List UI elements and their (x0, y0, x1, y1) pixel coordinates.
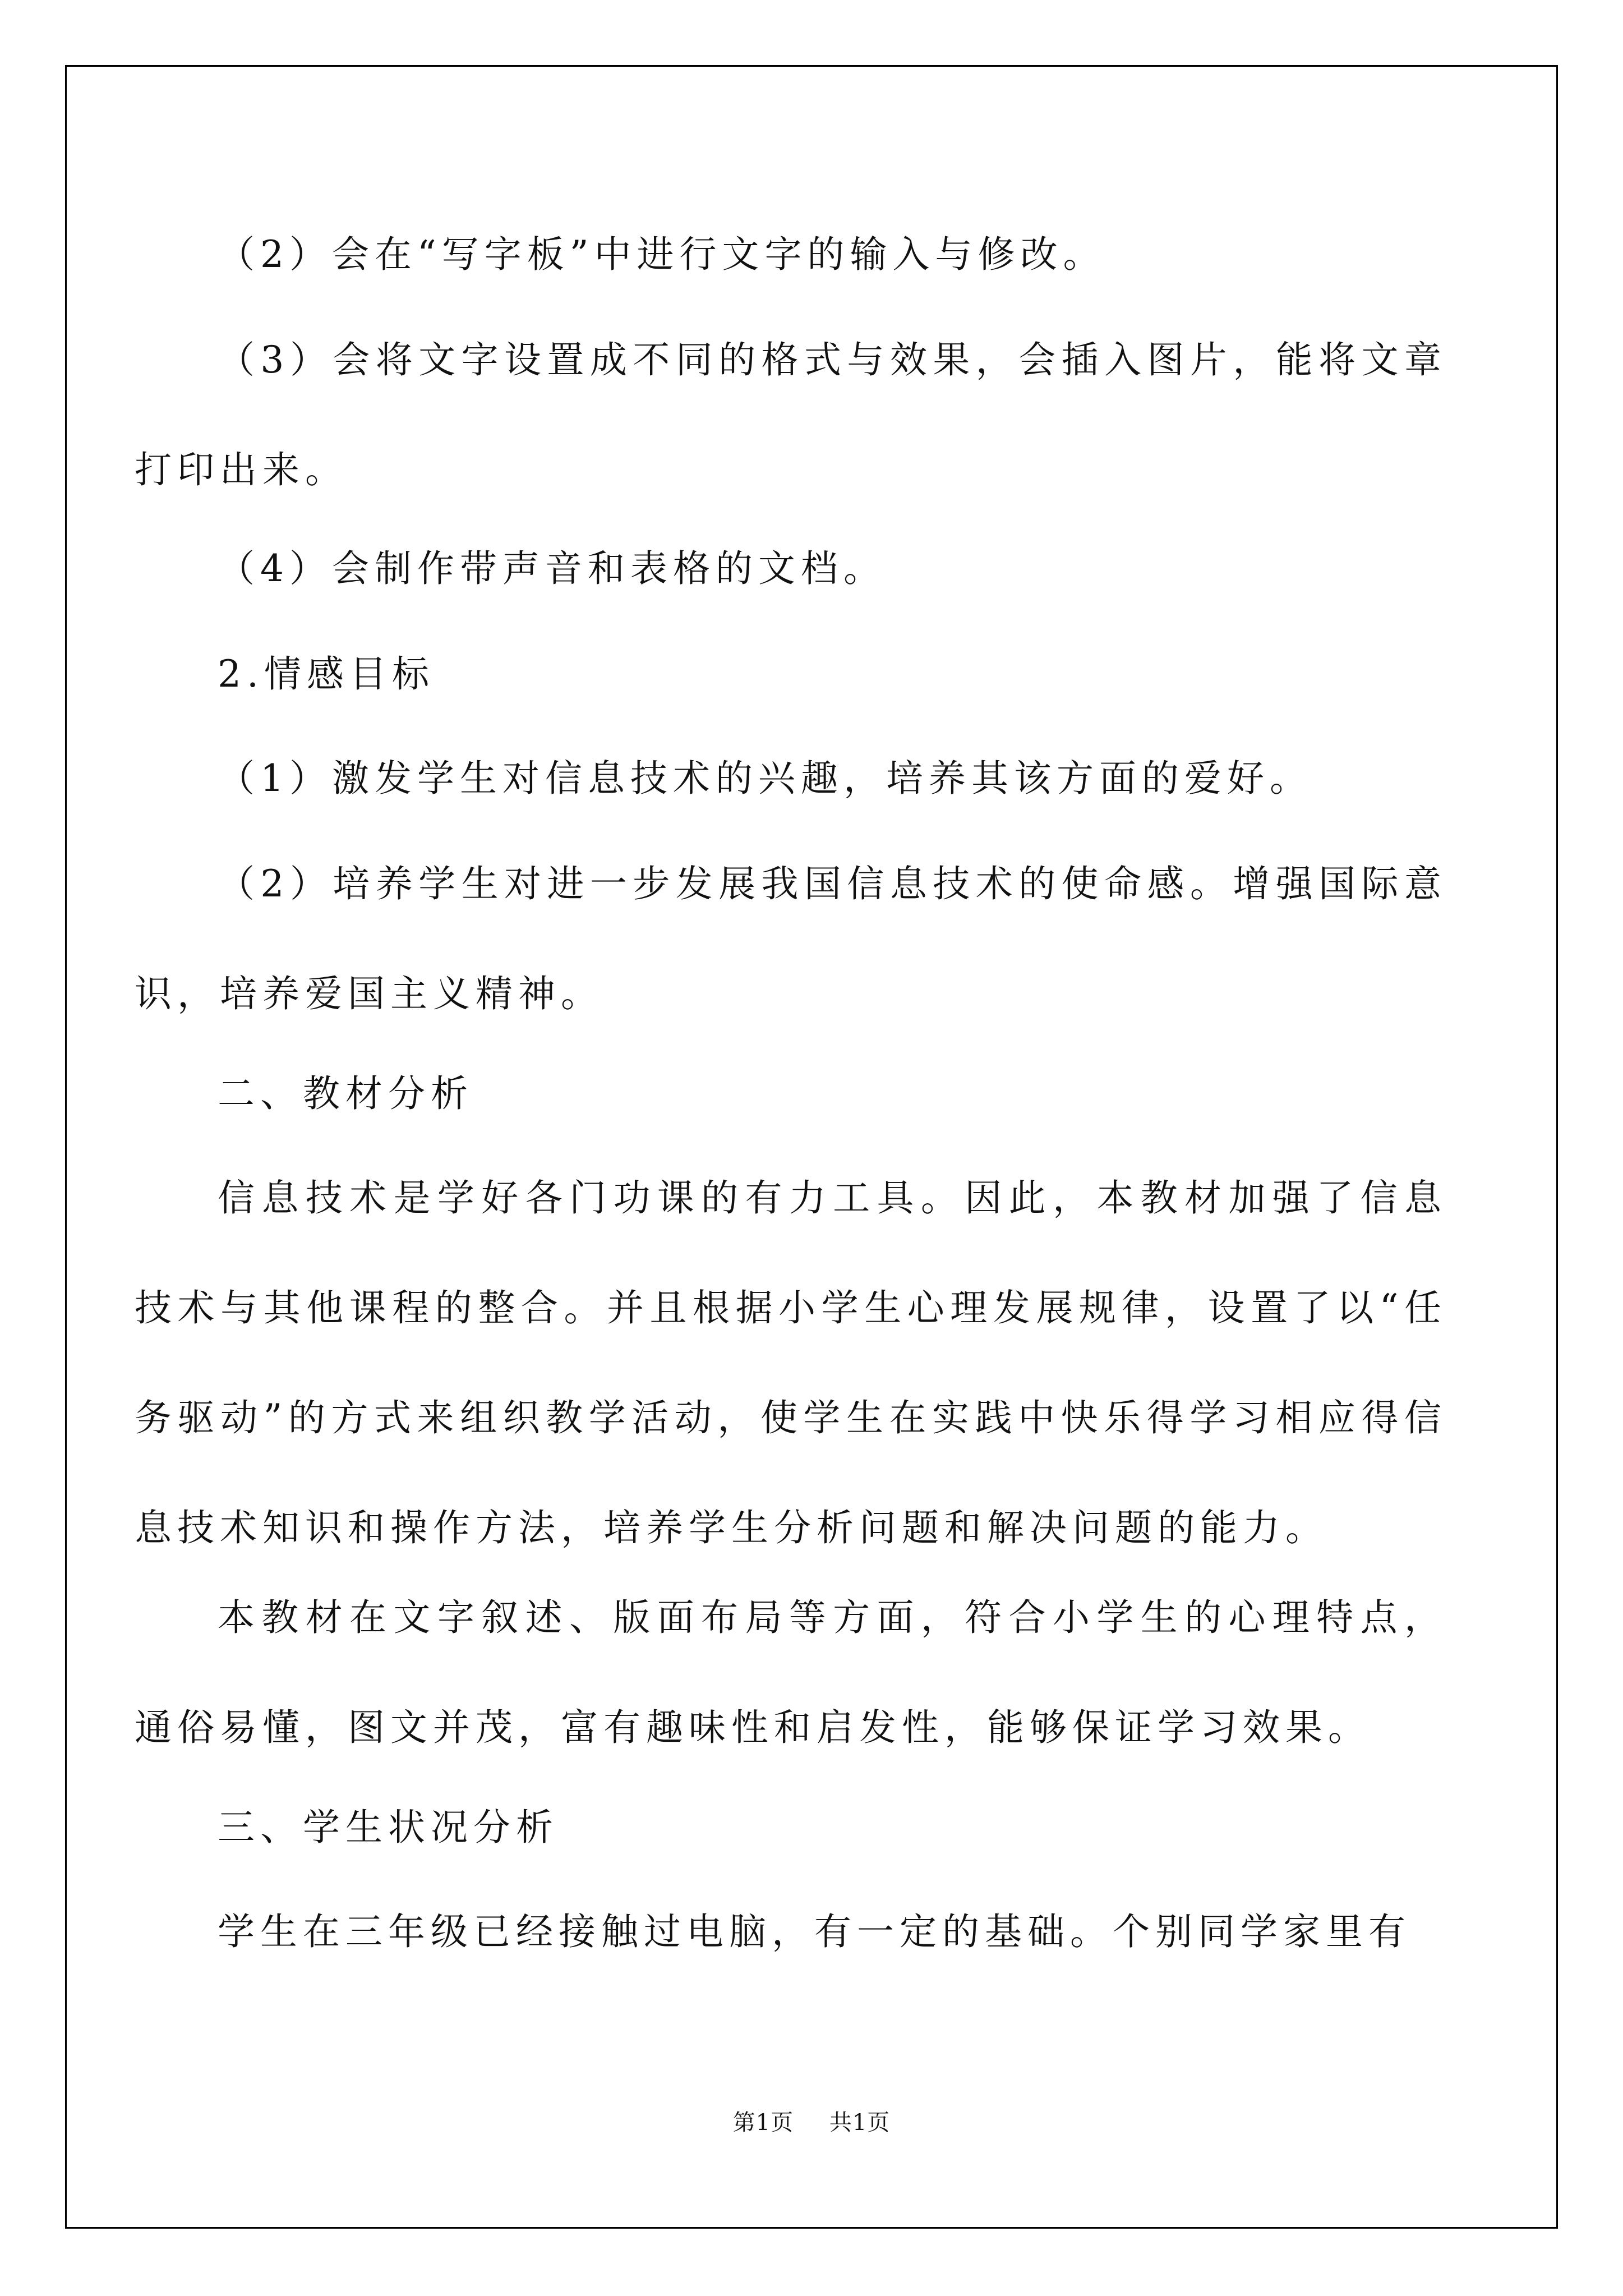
paragraph-student-analysis: 学生在三年级已经接触过电脑，有一定的基础。个别同学家里有 (218, 1910, 1411, 1953)
paragraph-objective-4: （4）会制作带声音和表格的文档。 (218, 547, 886, 590)
paragraph-emotional-2: （2）培养学生对进一步发展我国信息技术的使命感。增强国际意识，培养爱国主义精神。 (135, 862, 1447, 1015)
heading-student-analysis: 三、学生状况分析 (218, 1806, 559, 1849)
paragraph-emotional-1: （1）激发学生对信息技术的兴趣，培养其该方面的爱好。 (218, 757, 1312, 800)
page-footer (0, 2105, 1623, 2137)
paragraph-objective-3: （3）会将文字设置成不同的格式与效果，会插入图片，能将文章打印出来。 (135, 338, 1447, 491)
heading-emotional-goals: 2.情感目标 (218, 652, 435, 696)
heading-textbook-analysis: 二、教材分析 (218, 1072, 473, 1115)
page-total-label: 共1页 (829, 2110, 891, 2136)
paragraph-textbook-analysis-1: 信息技术是学好各门功课的有力工具。因此，本教材加强了信息技术与其他课程的整合。并且根据小学生心理发展规律，设置了以“任务驱动”的方式来组织教学活动，使学生在实践中快乐得学习相应得信息技术知识和操作方法，培养学生分析问题和解决问题的能力。 (135, 1176, 1447, 1549)
paragraph-textbook-analysis-2: 本教材在文字叙述、版面布局等方面，符合小学生的心理特点，通俗易懂，图文并茂，富有趣味性和启发性，能够保证学习效果。 (135, 1596, 1447, 1749)
page-number-label: 第1页 (732, 2110, 794, 2136)
paragraph-objective-2: （2）会在“写字板”中进行文字的输入与修改。 (218, 233, 1106, 276)
